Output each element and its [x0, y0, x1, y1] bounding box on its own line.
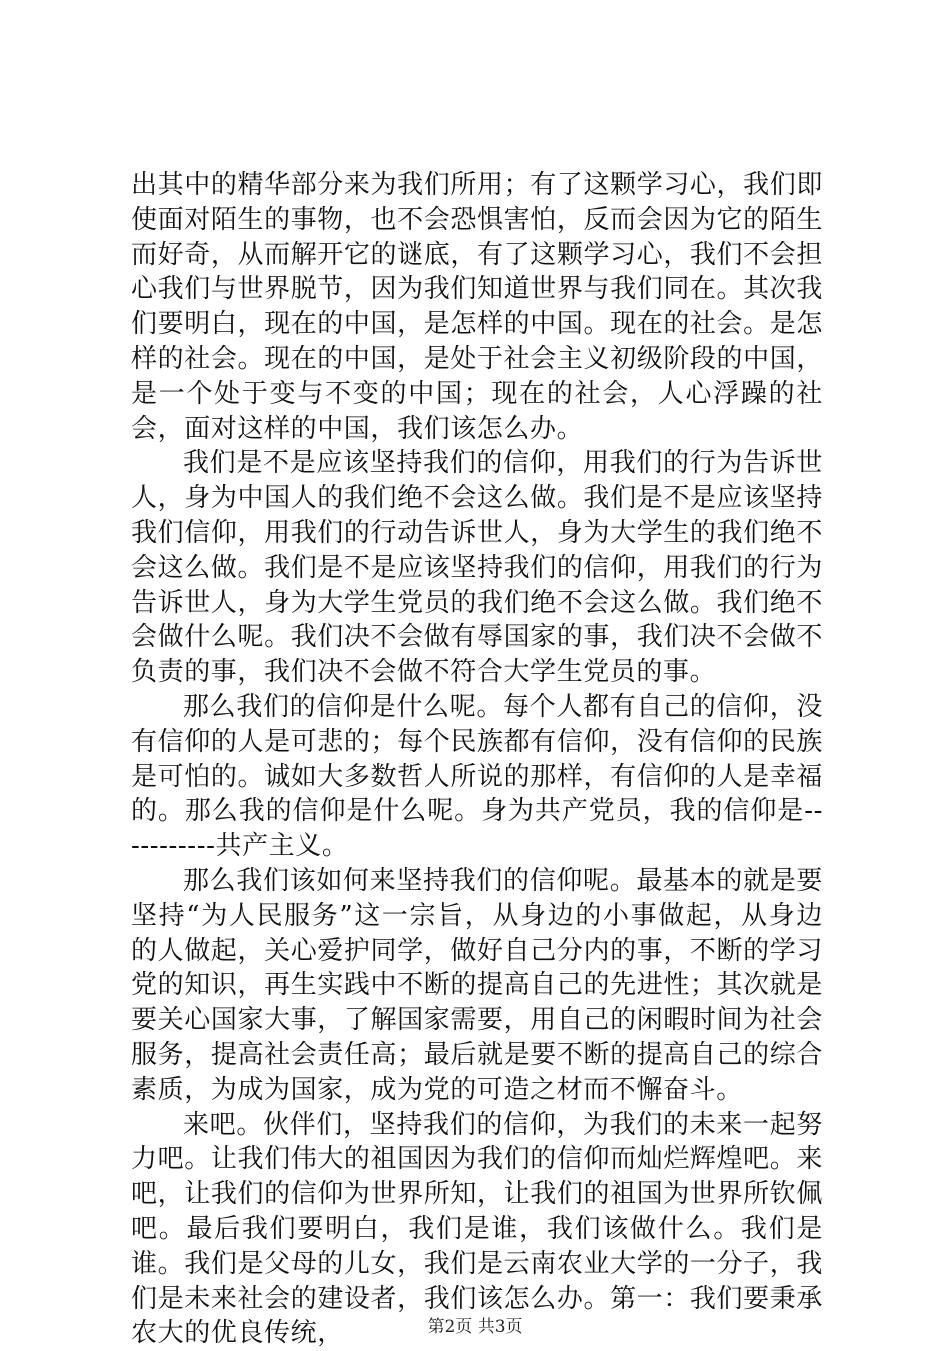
paragraph-1: 出其中的精华部分来为我们所用；有了这颗学习心，我们即使面对陌生的事物，也不会恐惧害怕，反而会因为它的陌生而好奇，从而解开它的谜底，有了这颗学习心，我们不会担心我们与世界脱节，因为我们知道世界与我们同在。其次我们要明白，现在的中国，是怎样的中国。现在的社会。是怎样的社会。现在的中国，是处于社会主义初级阶段的中国，是一个处于变与不变的中国；现在的社会，人心浮躁的社会，面对这样的中国，我们该怎么办。 — [131, 170, 823, 444]
paragraph-4: 那么我们该如何来坚持我们的信仰呢。最基本的就是要坚持“为人民服务”这一宗旨，从身边的小事做起，从身边的人做起，关心爱护同学，做好自己分内的事，不断的学习党的知识，再生实践中不断的提高自己的先进性；其次就是要关心国家大事，了解国家需要，用自己的闲暇时间为社会服务，提高社会责任高；最后就是要不断的提高自己的综合素质，为成为国家，成为党的可造之材而不懈奋斗。 — [131, 865, 823, 1105]
paragraph-5: 来吧。伙伴们，坚持我们的信仰，为我们的未来一起努力吧。让我们伟大的祖国因为我们的信仰而灿烂辉煌吧。来吧，让我们的信仰为世界所知，让我们的祖国为世界所钦佩吧。最后我们要明白，我们是谁，我们该做什么。我们是谁。我们是父母的儿女，我们是云南农业大学的一分子，我们是未来社会的建设者，我们该怎么办。第一：我们要秉承农大的优良传统， — [131, 1109, 823, 1349]
document-body — [131, 168, 823, 1351]
page-footer: 第2页 共3页 — [427, 1317, 523, 1337]
paragraph-3: 那么我们的信仰是什么呢。每个人都有自己的信仰，没有信仰的人是可悲的；每个民族都有信仰，没有信仰的民族是可怕的。诚如大多数哲人所说的那样，有信仰的人是幸福的。那么我的信仰是什么呢。身为共产党员，我的信仰是-----------共产主义。 — [131, 691, 823, 862]
paragraph-2: 我们是不是应该坚持我们的信仰，用我们的行为告诉世人，身为中国人的我们绝不会这么做。我们是不是应该坚持我们信仰，用我们的行动告诉世人，身为大学生的我们绝不会这么做。我们是不是应该坚持我们的信仰，用我们的行为告诉世人，身为大学生党员的我们绝不会这么做。我们绝不会做什么呢。我们决不会做有辱国家的事，我们决不会做不负责的事，我们决不会做不符合大学生党员的事。 — [131, 448, 823, 688]
